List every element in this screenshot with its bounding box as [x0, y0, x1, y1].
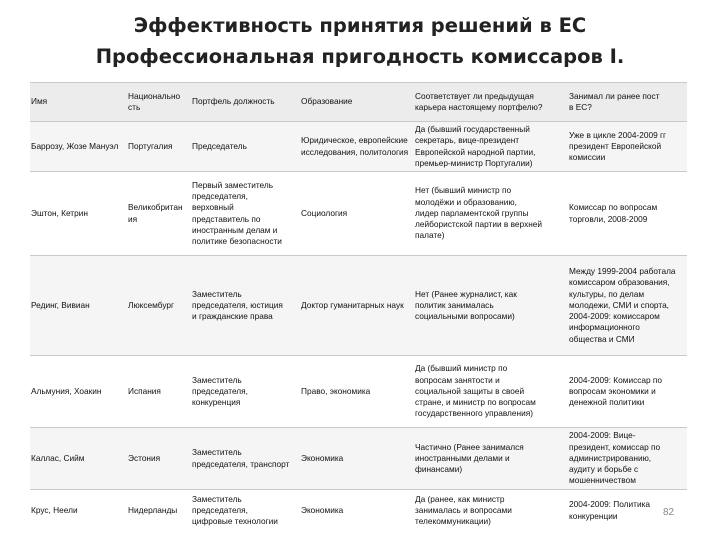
table-cell: Экономика	[300, 428, 414, 490]
title-line-2: Профессиональная пригодность комиссаров I.	[95, 45, 625, 68]
table-row	[30, 256, 687, 356]
table-row	[30, 428, 687, 490]
page-number: 82	[663, 507, 675, 518]
table-cell: Рединг, Вивиан	[30, 256, 127, 356]
table-cell: Испания	[127, 356, 191, 428]
table-row	[30, 356, 687, 428]
table-cell: Великобритан ия	[127, 172, 191, 256]
header-cell: Портфель должность	[191, 83, 300, 122]
table-cell: Юридическое, европейские исследования, политология	[300, 122, 414, 172]
header-cell: Соответствует ли предыдущая карьера настоящему портфелю?	[414, 83, 568, 122]
table-cell: 2004-2009: Политика конкуренции	[568, 490, 687, 532]
table-cell: Да (ранее, как министр занималась и вопросами телекоммуникации)	[414, 490, 568, 532]
table-cell: Экономика	[300, 490, 414, 532]
table-cell: Португалия	[127, 122, 191, 172]
table-cell: Альмуния, Хоакин	[30, 356, 127, 428]
table-cell: Частично (Ранее занимался иностранными делами и финансами)	[414, 428, 568, 490]
table-cell: Заместитель председателя, юстиция и гражданские права	[191, 256, 300, 356]
table-row	[30, 172, 687, 256]
table-row	[30, 122, 687, 172]
title-line-1: Эффективность принятия решений в ЕС	[133, 14, 587, 37]
table-cell: Доктор гуманитарных наук	[300, 256, 414, 356]
table-header-row	[30, 83, 687, 122]
table-row	[30, 490, 687, 532]
table-cell: Заместитель председателя, конкуренция	[191, 356, 300, 428]
table-cell: Первый заместитель председателя, верховный представитель по иностранным делам и политике безопасности	[191, 172, 300, 256]
table-cell: 2004-2009: Вице- президент, комиссар по администрированию, аудиту и борьбе с мошенничеством	[568, 428, 687, 490]
header-cell: Имя	[30, 83, 127, 122]
slide-title	[0, 10, 720, 72]
table-cell: Уже в цикле 2004-2009 гг президент Европейской комиссии	[568, 122, 687, 172]
table-cell: Заместитель председателя, цифровые технологии	[191, 490, 300, 532]
table-cell: Между 1999-2004 работала комиссаром образования, культуры, по делам молодежи, СМИ и спорта, 2004-2009: комиссаром информационного общества и СМИ	[568, 256, 687, 356]
header-cell: Образование	[300, 83, 414, 122]
table-cell: Нидерланды	[127, 490, 191, 532]
table-cell: Эстония	[127, 428, 191, 490]
table-cell: Каллас, Сийм	[30, 428, 127, 490]
header-cell: Занимал ли ранее пост в ЕС?	[568, 83, 687, 122]
table-cell: Баррозу, Жозе Мануэл	[30, 122, 127, 172]
table-cell: Право, экономика	[300, 356, 414, 428]
table-cell: Крус, Неели	[30, 490, 127, 532]
table-cell: Социология	[300, 172, 414, 256]
table-cell: 2004-2009: Комиссар по вопросам экономики и денежной политики	[568, 356, 687, 428]
table-cell: Да (бывший министр по вопросам занятости и социальной защиты в своей стране, и министр по вопросам государственного управления)	[414, 356, 568, 428]
commissioners-table	[30, 82, 687, 532]
table-cell: Да (бывший государственный секретарь, вице-президент Европейской народной партии, премьер-министр Португалии)	[414, 122, 568, 172]
table-cell: Нет (бывший министр по молодёжи и образованию, лидер парламентской группы лейбористской партии в верхней палате)	[414, 172, 568, 256]
table-cell: Эштон, Кетрин	[30, 172, 127, 256]
table-cell: Люксембург	[127, 256, 191, 356]
table-cell: Заместитель председателя, транспорт	[191, 428, 300, 490]
header-cell: Национально сть	[127, 83, 191, 122]
table-cell: Нет (Ранее журналист, как политик занималась социальными вопросами)	[414, 256, 568, 356]
table-cell: Председатель	[191, 122, 300, 172]
table-cell: Комиссар по вопросам торговли, 2008-2009	[568, 172, 687, 256]
